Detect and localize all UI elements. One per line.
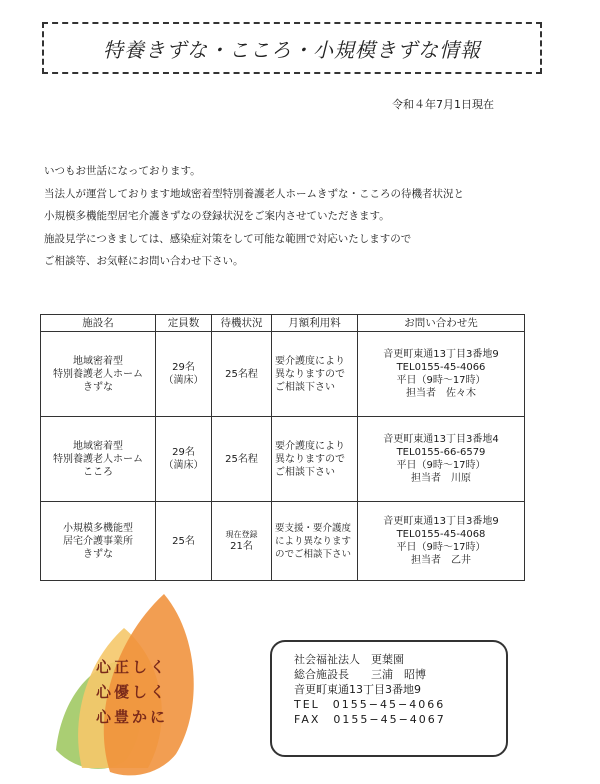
motto <box>96 655 168 730</box>
contact-cell <box>358 332 525 417</box>
intro-line: ご相談等、お気軽にお問い合わせ下さい。 <box>44 255 244 267</box>
contact-tel: TEL0155-66-6579 <box>396 447 486 458</box>
org-tel: TEL 0155−45−4066 <box>294 698 446 711</box>
as-of-date: 令和４年7月1日現在 <box>392 98 494 111</box>
table-row <box>41 502 525 581</box>
facility-name-line: 地域密着型 <box>73 440 123 452</box>
monthly-fee-cell: 要介護度により異なりますのでご相談下さい <box>272 332 358 417</box>
contact-hours: 平日（9時～17時） <box>396 542 486 553</box>
facility-name-line: 特別養護老人ホーム <box>53 453 143 465</box>
header-capacity: 定員数 <box>156 315 212 332</box>
contact-hours: 平日（9時～17時） <box>396 375 486 386</box>
org-address: 音更町東通13丁目3番地9 <box>294 683 421 696</box>
intro-line: 施設見学につきましては、感染症対策をして可能な範囲で対応いたしますので <box>44 232 412 245</box>
motto-line: 心優しく <box>96 683 169 701</box>
contact-cell <box>358 502 525 581</box>
header-facility-name: 施設名 <box>41 315 156 332</box>
capacity-cell <box>156 417 212 502</box>
capacity-note: （満床） <box>163 460 204 471</box>
contact-address: 音更町東通13丁目3番地4 <box>383 434 499 445</box>
facility-name-line: こころ <box>83 466 113 478</box>
motto-line: 心豊かに <box>96 708 169 726</box>
organization-info-box <box>270 640 508 757</box>
monthly-fee-cell: 要支援・要介護度により異なりますのでご相談下さい <box>272 502 358 581</box>
title-box <box>42 22 542 74</box>
capacity-value: 25名 <box>172 535 195 547</box>
header-monthly-fee: 月額利用料 <box>272 315 358 332</box>
facility-name-line: 特別養護老人ホーム <box>53 368 143 380</box>
intro-text <box>44 160 564 273</box>
contact-tel: TEL0155-45-4068 <box>396 529 486 540</box>
facility-name-cell <box>41 332 156 417</box>
waiting-status-value: 21名 <box>230 541 253 552</box>
facility-name-line: きずな <box>83 381 113 393</box>
table-row <box>41 417 525 502</box>
capacity-note: （満床） <box>163 375 204 386</box>
facility-name-cell <box>41 502 156 581</box>
facility-name-cell <box>41 417 156 502</box>
facility-name-line: 地域密着型 <box>73 355 123 367</box>
waiting-status-cell <box>212 502 272 581</box>
motto-line: 心正しく <box>96 658 169 676</box>
contact-address: 音更町東通13丁目3番地9 <box>383 349 499 360</box>
header-waiting-status: 待機状況 <box>212 315 272 332</box>
monthly-fee-cell: 要介護度により異なりますのでご相談下さい <box>272 417 358 502</box>
facility-name-line: きずな <box>83 548 113 560</box>
intro-line: 当法人が運営しております地域密着型特別養護老人ホームきずな・こころの待機者状況と <box>44 187 464 200</box>
facility-name-line: 居宅介護事業所 <box>63 535 133 547</box>
capacity-value: 29名 <box>172 447 195 458</box>
contact-person: 担当者 川原 <box>411 473 471 484</box>
table-header-row <box>41 315 525 332</box>
contact-person: 担当者 乙井 <box>411 555 471 566</box>
capacity-cell <box>156 332 212 417</box>
org-director: 総合施設長 三浦 昭博 <box>294 668 426 681</box>
table-row <box>41 332 525 417</box>
page-title: 特養きずな・こころ・小規模きずな情報 <box>103 37 481 62</box>
org-corporation: 社会福祉法人 更葉園 <box>294 653 404 666</box>
org-fax: FAX 0155−45−4067 <box>294 713 446 726</box>
capacity-value: 29名 <box>172 362 195 373</box>
contact-address: 音更町東通13丁目3番地9 <box>383 516 499 527</box>
waiting-status-cell <box>212 332 272 417</box>
waiting-status-cell <box>212 417 272 502</box>
waiting-status-value: 25名程 <box>225 368 258 380</box>
contact-tel: TEL0155-45-4066 <box>396 362 486 373</box>
intro-line: いつもお世話になっております。 <box>44 165 201 177</box>
facility-table <box>40 314 525 581</box>
facility-name-line: 小規模多機能型 <box>63 522 133 534</box>
contact-hours: 平日（9時～17時） <box>396 460 486 471</box>
contact-cell <box>358 417 525 502</box>
capacity-cell <box>156 502 212 581</box>
header-contact: お問い合わせ先 <box>358 315 525 332</box>
intro-line: 小規模多機能型居宅介護きずなの登録状況をご案内させていただきます。 <box>44 210 390 222</box>
waiting-status-value: 25名程 <box>225 453 258 465</box>
waiting-status-note: 現在登録 <box>225 530 258 539</box>
contact-person: 担当者 佐々木 <box>406 388 476 399</box>
